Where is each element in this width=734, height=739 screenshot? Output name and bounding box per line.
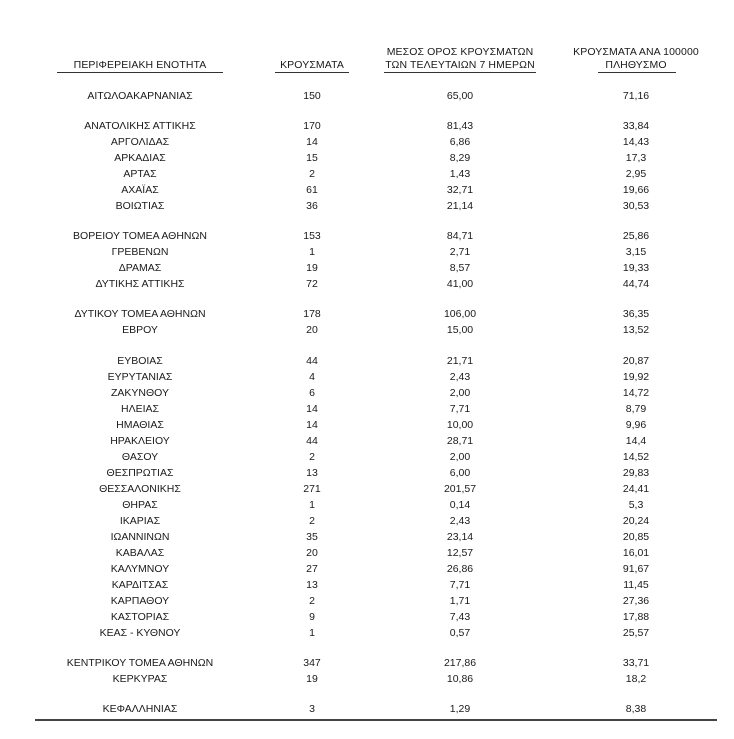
per100k-cell: 71,16 bbox=[622, 90, 650, 102]
per100k-cell: 91,67 bbox=[622, 563, 650, 575]
cases-cell: 1 bbox=[309, 627, 315, 639]
avg-cell: 1,43 bbox=[449, 168, 471, 180]
region-cell: ΚΕΑΣ - ΚΥΘΝΟΥ bbox=[99, 627, 181, 639]
cases-cell: 19 bbox=[306, 673, 318, 685]
region-cell: ΚΕΦΑΛΛΗΝΙΑΣ bbox=[102, 703, 178, 715]
avg-cell: 217,86 bbox=[443, 657, 477, 669]
region-cell: ΚΑΒΑΛΑΣ bbox=[115, 547, 165, 559]
region-cell: ΔΥΤΙΚΗΣ ΑΤΤΙΚΗΣ bbox=[95, 278, 185, 290]
avg-cell: 2,00 bbox=[449, 387, 471, 399]
region-cell: ΖΑΚΥΝΘΟΥ bbox=[110, 387, 169, 399]
avg-cell: 1,29 bbox=[449, 703, 471, 715]
avg-cell: 0,57 bbox=[449, 627, 471, 639]
per100k-cell: 36,35 bbox=[622, 308, 650, 320]
avg-cell: 6,00 bbox=[449, 467, 471, 479]
per100k-cell: 33,84 bbox=[622, 120, 650, 132]
cases-cell: 44 bbox=[306, 435, 318, 447]
per100k-cell: 24,41 bbox=[622, 483, 650, 495]
avg-cell: 8,57 bbox=[449, 262, 471, 274]
cases-cell: 27 bbox=[306, 563, 318, 575]
region-cell: ΚΑΣΤΟΡΙΑΣ bbox=[110, 611, 170, 623]
header-avg-line1: ΜΕΣΟΣ ΟΡΟΣ ΚΡΟΥΣΜΑΤΩΝ bbox=[386, 46, 534, 58]
cases-cell: 20 bbox=[306, 547, 318, 559]
region-cell: ΚΕΡΚΥΡΑΣ bbox=[112, 673, 168, 685]
avg-cell: 41,00 bbox=[446, 278, 474, 290]
cases-cell: 3 bbox=[309, 703, 315, 715]
cases-cell: 2 bbox=[309, 168, 315, 180]
region-cell: ΓΡΕΒΕΝΩΝ bbox=[111, 246, 169, 258]
region-cell: ΚΑΡΠΑΘΟΥ bbox=[110, 595, 170, 607]
per100k-cell: 16,01 bbox=[622, 547, 650, 559]
region-cell: ΑΡΤΑΣ bbox=[123, 168, 157, 180]
cases-cell: 61 bbox=[306, 184, 318, 196]
header-cases: ΚΡΟΥΣΜΑΤΑ bbox=[280, 59, 344, 71]
cases-cell: 2 bbox=[309, 515, 315, 527]
region-cell: ΗΛΕΙΑΣ bbox=[120, 403, 159, 415]
cases-cell: 14 bbox=[306, 136, 318, 148]
per100k-cell: 30,53 bbox=[622, 200, 650, 212]
per100k-cell: 13,52 bbox=[622, 324, 650, 336]
region-cell: ΚΑΛΥΜΝΟΥ bbox=[110, 563, 170, 575]
avg-cell: 2,00 bbox=[449, 451, 471, 463]
cases-cell: 1 bbox=[309, 246, 315, 258]
region-cell: ΕΥΡΥΤΑΝΙΑΣ bbox=[107, 371, 173, 383]
per100k-cell: 19,33 bbox=[622, 262, 650, 274]
per100k-cell: 33,71 bbox=[622, 657, 650, 669]
per100k-cell: 44,74 bbox=[622, 278, 650, 290]
avg-cell: 21,14 bbox=[446, 200, 474, 212]
per100k-cell: 11,45 bbox=[623, 579, 649, 591]
region-cell: ΕΒΡΟΥ bbox=[122, 324, 158, 336]
cases-cell: 13 bbox=[306, 579, 318, 591]
avg-cell: 106,00 bbox=[443, 308, 477, 320]
cases-cell: 72 bbox=[306, 278, 318, 290]
cases-cell: 2 bbox=[309, 595, 315, 607]
avg-cell: 10,00 bbox=[446, 419, 474, 431]
cases-cell: 2 bbox=[309, 451, 315, 463]
avg-cell: 7,71 bbox=[449, 403, 471, 415]
cases-cell: 271 bbox=[303, 483, 321, 495]
avg-cell: 12,57 bbox=[446, 547, 474, 559]
avg-cell: 21,71 bbox=[446, 355, 474, 367]
region-cell: ΚΕΝΤΡΙΚΟΥ ΤΟΜΕΑ ΑΘΗΝΩΝ bbox=[66, 657, 214, 669]
avg-cell: 23,14 bbox=[446, 531, 474, 543]
avg-cell: 1,71 bbox=[449, 595, 471, 607]
avg-cell: 0,14 bbox=[449, 499, 471, 511]
cases-cell: 14 bbox=[306, 403, 318, 415]
header-avg-line2: ΤΩΝ ΤΕΛΕΥΤΑΙΩΝ 7 ΗΜΕΡΩΝ bbox=[385, 59, 535, 71]
region-cell: ΒΟΡΕΙΟΥ ΤΟΜΕΑ ΑΘΗΝΩΝ bbox=[73, 230, 207, 242]
region-cell: ΘΕΣΠΡΩΤΙΑΣ bbox=[106, 467, 174, 479]
region-cell: ΑΙΤΩΛΟΑΚΑΡΝΑΝΙΑΣ bbox=[87, 90, 193, 102]
avg-cell: 2,43 bbox=[449, 371, 471, 383]
per100k-cell: 19,66 bbox=[622, 184, 650, 196]
per100k-cell: 27,36 bbox=[622, 595, 650, 607]
region-cell: ΑΡΚΑΔΙΑΣ bbox=[114, 152, 166, 164]
per100k-cell: 8,79 bbox=[625, 403, 647, 415]
cases-cell: 1 bbox=[309, 499, 315, 511]
per100k-cell: 19,92 bbox=[622, 371, 650, 383]
cases-cell: 35 bbox=[306, 531, 318, 543]
per100k-cell: 5,3 bbox=[628, 499, 644, 511]
per100k-cell: 29,83 bbox=[622, 467, 650, 479]
per100k-cell: 17,88 bbox=[622, 611, 650, 623]
per100k-cell: 14,43 bbox=[622, 136, 650, 148]
per100k-cell: 3,15 bbox=[625, 246, 647, 258]
header-rule-per100k bbox=[598, 72, 676, 73]
region-cell: ΔΡΑΜΑΣ bbox=[118, 262, 162, 274]
cases-cell: 9 bbox=[309, 611, 315, 623]
avg-cell: 7,43 bbox=[449, 611, 471, 623]
region-cell: ΒΟΙΩΤΙΑΣ bbox=[115, 200, 165, 212]
per100k-cell: 20,87 bbox=[622, 355, 650, 367]
cases-cell: 19 bbox=[306, 262, 318, 274]
avg-cell: 201,57 bbox=[443, 483, 477, 495]
avg-cell: 26,86 bbox=[446, 563, 474, 575]
header-per100k-line1: ΚΡΟΥΣΜΑΤΑ ΑΝΑ 100000 bbox=[573, 46, 699, 58]
cases-cell: 44 bbox=[306, 355, 318, 367]
region-cell: ΑΧΑΪΑΣ bbox=[121, 184, 159, 196]
region-cell: ΙΚΑΡΙΑΣ bbox=[119, 515, 161, 527]
avg-cell: 81,43 bbox=[446, 120, 474, 132]
region-cell: ΙΩΑΝΝΙΝΩΝ bbox=[110, 531, 170, 543]
region-cell: ΗΜΑΘΙΑΣ bbox=[116, 419, 164, 431]
cases-cell: 4 bbox=[309, 371, 315, 383]
cases-cell: 170 bbox=[303, 120, 321, 132]
avg-cell: 28,71 bbox=[446, 435, 474, 447]
region-cell: ΘΗΡΑΣ bbox=[122, 499, 158, 511]
cases-cell: 347 bbox=[303, 657, 321, 669]
avg-cell: 2,43 bbox=[449, 515, 471, 527]
avg-cell: 15,00 bbox=[446, 324, 474, 336]
header-per100k-line2: ΠΛΗΘΥΣΜΟ bbox=[605, 59, 667, 71]
per100k-cell: 18,2 bbox=[625, 673, 647, 685]
region-cell: ΘΑΣΟΥ bbox=[121, 451, 159, 463]
avg-cell: 8,29 bbox=[449, 152, 471, 164]
per100k-cell: 14,4 bbox=[625, 435, 647, 447]
header-region: ΠΕΡΙΦΕΡΕΙΑΚΗ ΕΝΟΤΗΤΑ bbox=[73, 59, 207, 71]
cases-cell: 14 bbox=[306, 419, 318, 431]
region-cell: ΚΑΡΔΙΤΣΑΣ bbox=[111, 579, 169, 591]
per100k-cell: 25,57 bbox=[622, 627, 650, 639]
per100k-cell: 9,96 bbox=[625, 419, 647, 431]
avg-cell: 10,86 bbox=[446, 673, 474, 685]
cases-cell: 150 bbox=[303, 90, 321, 102]
cases-cell: 153 bbox=[303, 230, 321, 242]
per100k-cell: 14,72 bbox=[622, 387, 650, 399]
avg-cell: 32,71 bbox=[446, 184, 474, 196]
cases-cell: 6 bbox=[309, 387, 315, 399]
region-cell: ΑΡΓΟΛΙΔΑΣ bbox=[110, 136, 170, 148]
cases-cell: 20 bbox=[306, 324, 318, 336]
cases-cell: 13 bbox=[306, 467, 318, 479]
region-cell: ΘΕΣΣΑΛΟΝΙΚΗΣ bbox=[99, 483, 181, 495]
bottom-rule bbox=[35, 719, 717, 721]
per100k-cell: 25,86 bbox=[622, 230, 650, 242]
per100k-cell: 20,85 bbox=[622, 531, 650, 543]
cases-cell: 36 bbox=[306, 200, 318, 212]
header-rule-avg bbox=[384, 72, 536, 73]
cases-cell: 15 bbox=[306, 152, 318, 164]
avg-cell: 6,86 bbox=[449, 136, 471, 148]
per100k-cell: 8,38 bbox=[625, 703, 647, 715]
cases-cell: 178 bbox=[303, 308, 321, 320]
per100k-cell: 14,52 bbox=[622, 451, 650, 463]
region-cell: ΔΥΤΙΚΟΥ ΤΟΜΕΑ ΑΘΗΝΩΝ bbox=[74, 308, 206, 320]
avg-cell: 84,71 bbox=[446, 230, 474, 242]
per100k-cell: 2,95 bbox=[625, 168, 647, 180]
avg-cell: 7,71 bbox=[449, 579, 471, 591]
header-rule-region bbox=[57, 72, 223, 73]
per100k-cell: 20,24 bbox=[622, 515, 650, 527]
region-cell: ΗΡΑΚΛΕΙΟΥ bbox=[110, 435, 170, 447]
avg-cell: 65,00 bbox=[446, 90, 474, 102]
per100k-cell: 17,3 bbox=[625, 152, 647, 164]
region-cell: ΕΥΒΟΙΑΣ bbox=[117, 355, 163, 367]
avg-cell: 2,71 bbox=[449, 246, 471, 258]
region-cell: ΑΝΑΤΟΛΙΚΗΣ ΑΤΤΙΚΗΣ bbox=[84, 120, 196, 132]
header-rule-cases bbox=[275, 72, 349, 73]
